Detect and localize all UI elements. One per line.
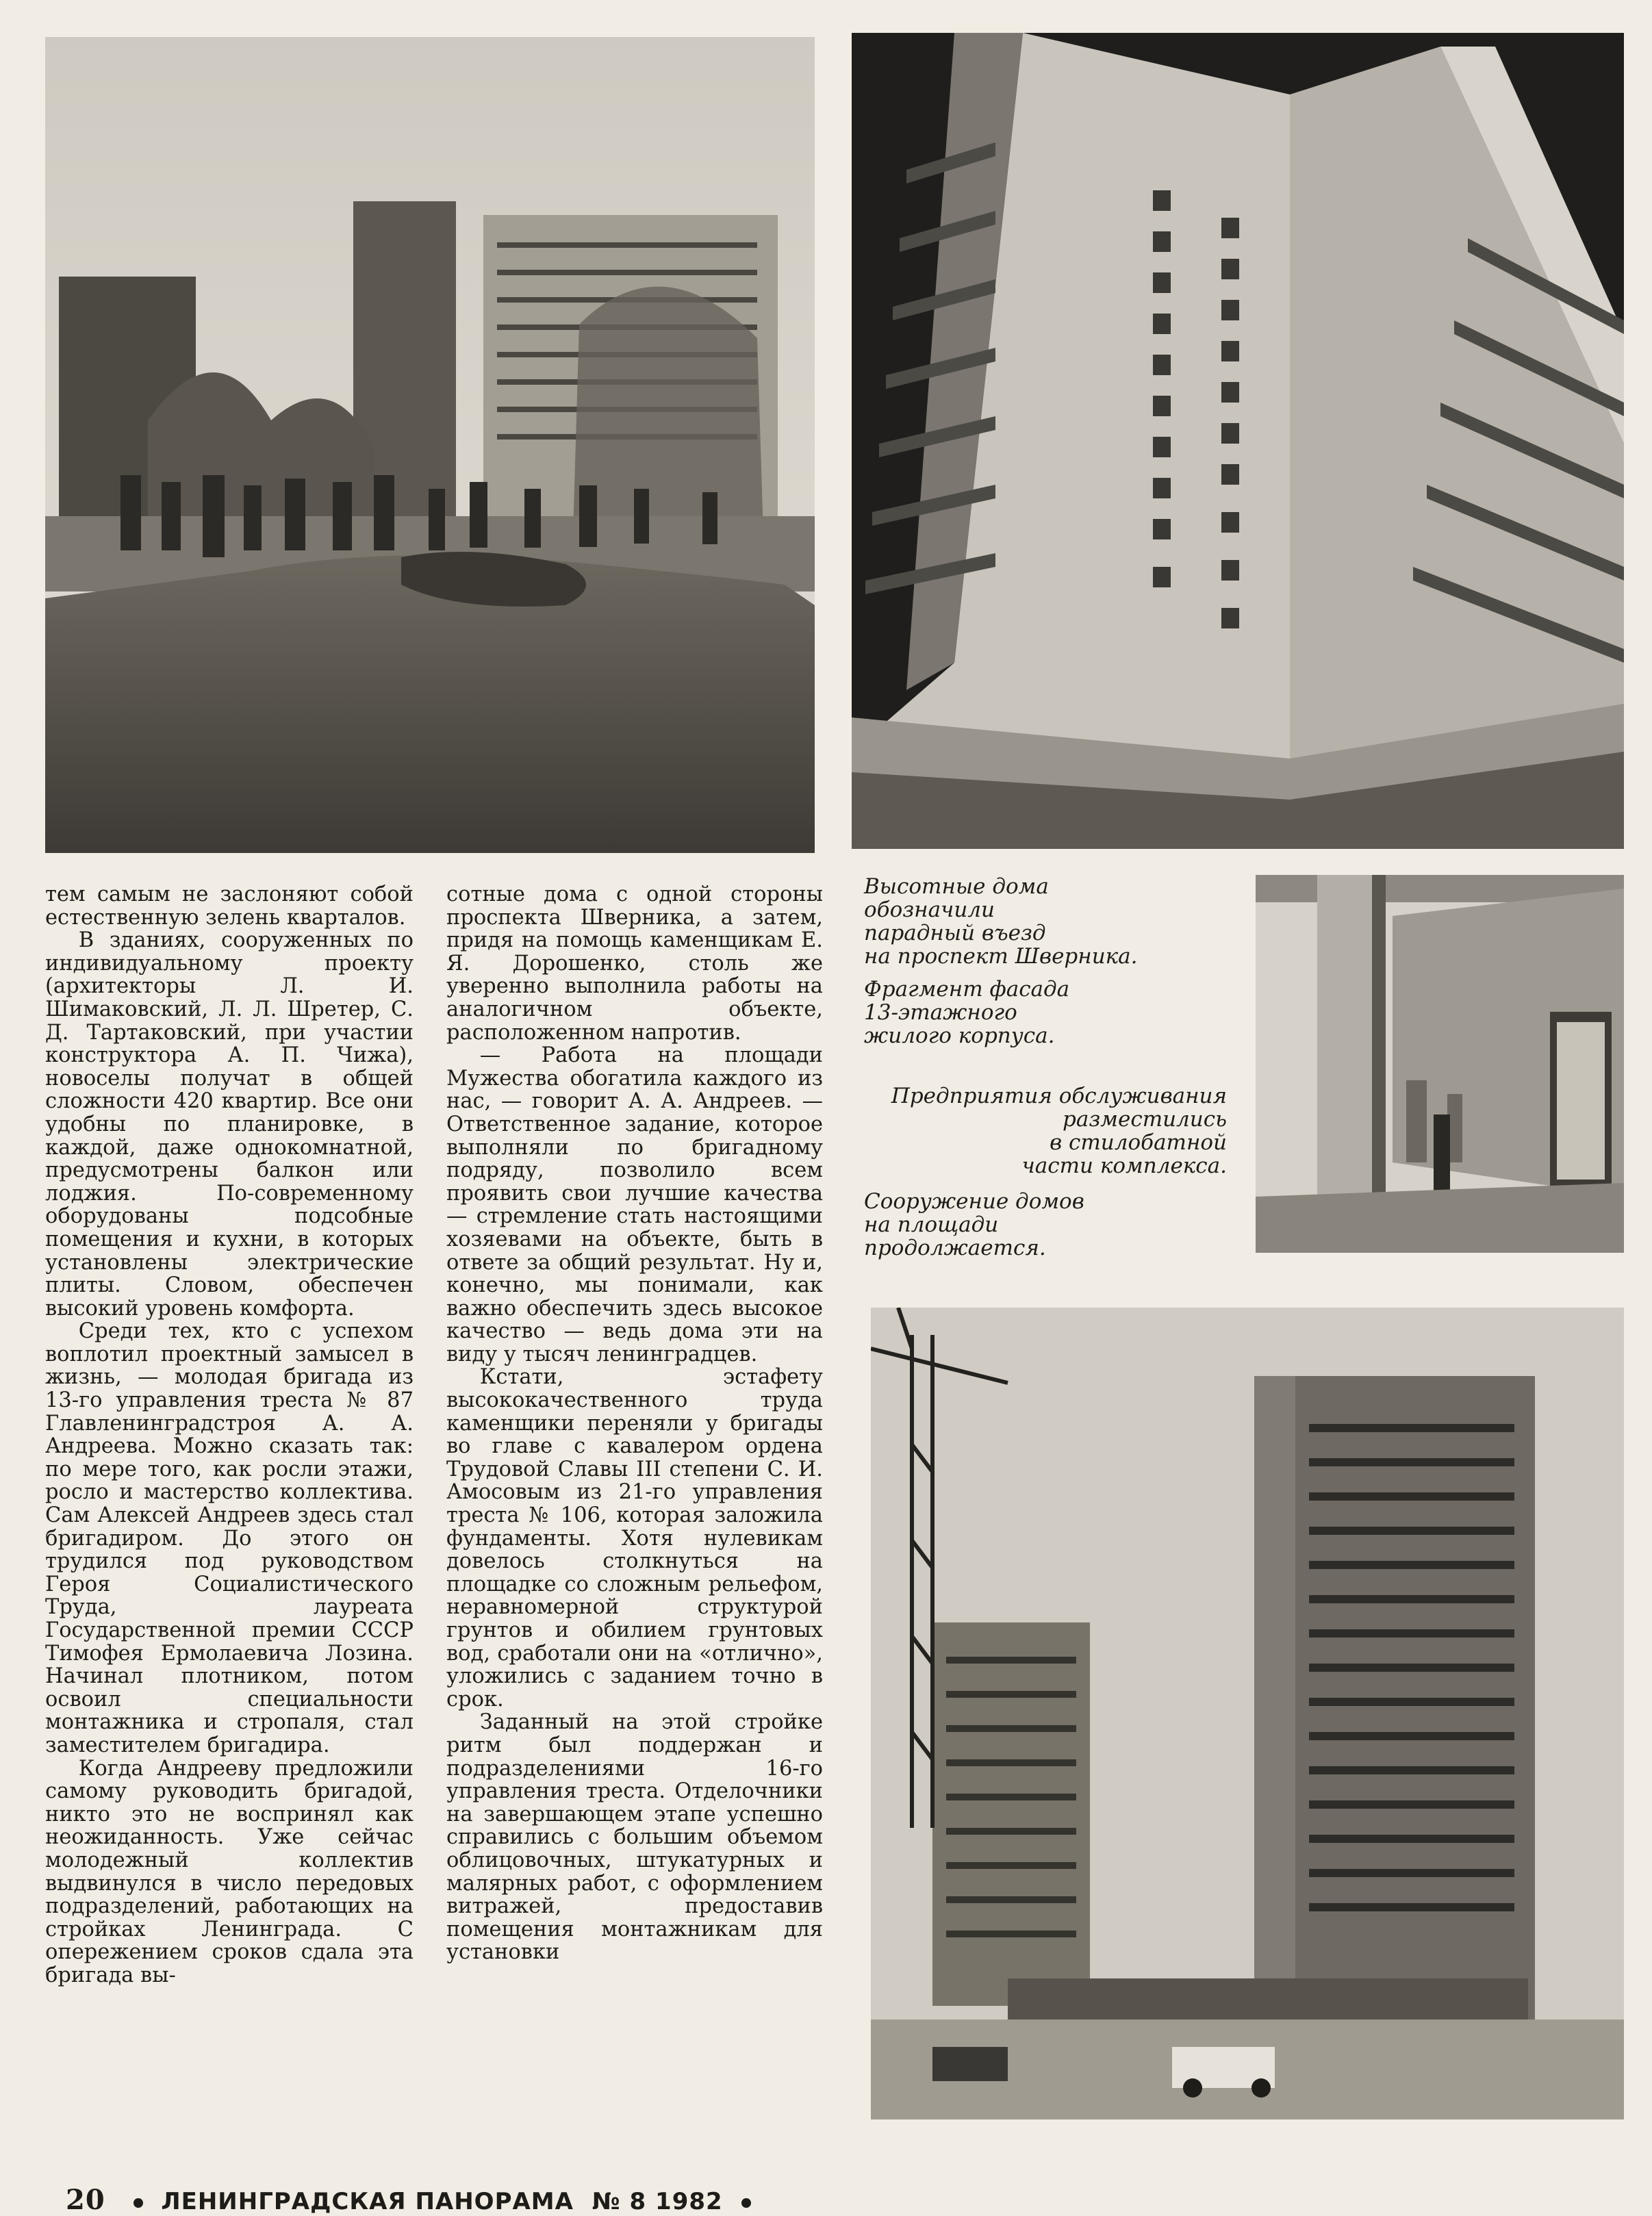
caption-line: Предприятия обслуживания xyxy=(891,1084,1227,1108)
caption-line: жилого корпуса. xyxy=(864,1023,1055,1048)
photo-plaza-pedestrians xyxy=(45,37,815,853)
caption-high-rise-entrance xyxy=(864,875,1138,968)
paragraph: Когда Андрееву предложили самому руководить бригадой, никто это не воспринял как неожиданность. Уже сейчас молодежный коллектив выдвинулся в число передовых подразделений, работающих на стройках Ленинграда. С опережением сроков сдала эта бригада вы- xyxy=(45,1756,414,1987)
caption-line: части комплекса. xyxy=(1021,1154,1227,1178)
bullet-icon xyxy=(134,2198,143,2208)
text-column-left xyxy=(45,883,414,1987)
magazine-title: ЛЕНИНГРАДСКАЯ ПАНОРАМА xyxy=(161,2188,574,2215)
caption-line: 13-этажного xyxy=(864,1000,1017,1025)
caption-line: на проспект Шверника. xyxy=(864,944,1138,969)
caption-line: Высотные дома xyxy=(864,874,1049,899)
paragraph: сотные дома с одной стороны проспекта Шверника, а затем, придя на помощь каменщикам Е. Я. Дорошенко, столь же уверенно выполнила работы на аналогичном объекте, расположенном напротив. xyxy=(446,882,823,1045)
caption-line: разместились xyxy=(1063,1107,1227,1132)
caption-line: продолжается. xyxy=(864,1236,1046,1260)
photo-stylobate-arcade xyxy=(1256,875,1624,1253)
page-footer xyxy=(66,2184,761,2216)
caption-service-enterprises xyxy=(864,1084,1227,1177)
paragraph: Кстати, эстафету высококачественного труда каменщики переняли у бригады во главе с кавалером ордена Трудовой Славы III степени С. И. Амосовым из 21-го управления треста № 106, которая заложила фундаменты. Хотя нулевикам довелось столкнуться на площадке со сложным рельефом, неравномерной структурой грунтов и обилием грунтовых вод, сработали они на «отлично», уложились с заданием точно в срок. xyxy=(446,1365,823,1711)
paragraph: Заданный на этой стройке ритм был поддержан и подразделениями 16-го управления треста. Отделочники на завершающем этапе успешно справились с большим объемом облицовочных, штукатурных и малярных работ, с оформлением витражей, предоставив помещения монтажникам для установки xyxy=(446,1710,823,1965)
paragraph: В зданиях, сооруженных по индивидуальному проекту (архитекторы Л. И. Шимаковский, Л. Л. Шретер, С. Д. Тартаковский, при участии конструктора А. П. Чижа), новоселы получат в общей сложности 420 квартир. Все они удобны по планировке, в каждой, даже однокомнатной, предусмотрены балкон или лоджия. По-современному оборудованы подсобные помещения и кухни, в которых установлены электрические плиты. Словом, обеспечен высокий уровень комфорта. xyxy=(45,928,414,1321)
caption-line: Сооружение домов xyxy=(864,1189,1084,1214)
caption-facade-fragment xyxy=(864,978,1069,1047)
paragraph: — Работа на площади Мужества обогатила каждого из нас, — говорит А. А. Андреев. — Ответственное задание, которое выполняли по бригадному подряду, позволило всем проявить свои лучшие качества — стремление стать настоящими хозяевами на объекте, быть в ответе за общий результат. Ну и, конечно, мы понимали, как важно обеспечить здесь высокое качество — ведь дома эти на виду у тысяч ленинградцев. xyxy=(446,1043,823,1366)
text-column-middle xyxy=(446,883,823,1964)
caption-line: парадный въезд xyxy=(864,921,1046,945)
caption-line: в стилобатной xyxy=(1050,1130,1227,1155)
bullet-icon xyxy=(741,2198,751,2208)
paragraph: Среди тех, кто с успехом воплотил проектный замысел в жизнь, — молодая бригада из 13-го управления треста № 87 Главленинградстроя А. А. Андреева. Можно сказать так: по мере того, как росли этажи, росло и мастерство коллектива. Сам Алексей Андреев здесь стал бригадиром. До этого он трудился под руководством Героя Социалистического Труда, лауреата Государственной премии СССР Тимофея Ермолаевича Лозина. Начинал плотником, потом освоил специальности монтажника и стропаля, стал заместителем бригадира. xyxy=(45,1319,414,1757)
photo-facade-fragment xyxy=(852,33,1624,849)
issue-number: № 8 1982 xyxy=(592,2188,723,2215)
page-number: 20 xyxy=(66,2184,105,2216)
caption-line: на площади xyxy=(864,1212,999,1237)
caption-construction-continues xyxy=(864,1190,1084,1260)
photo-construction-continues xyxy=(871,1308,1624,2119)
caption-line: обозначили xyxy=(864,897,995,922)
paragraph: тем самым не заслоняют собой естественную зелень кварталов. xyxy=(45,882,414,930)
caption-line: Фрагмент фасада xyxy=(864,977,1070,1002)
